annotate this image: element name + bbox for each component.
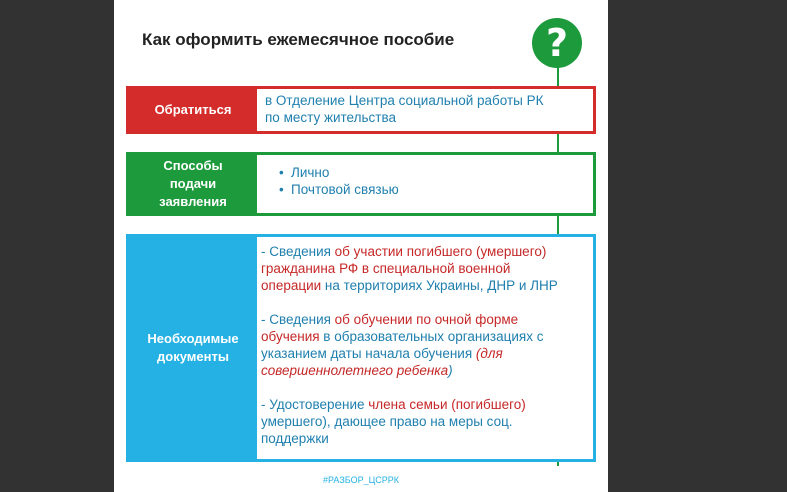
document-item-participation: - Сведения об участии погибшего (умершего) гражданина РФ в специальной военной операции на территориях Украины, ДНР и ЛНР bbox=[261, 244, 558, 293]
documents-label bbox=[129, 237, 257, 459]
methods-label-line2: подачи bbox=[169, 176, 217, 191]
question-mark: ? bbox=[545, 21, 569, 65]
infographic-card bbox=[114, 0, 608, 492]
contact-text bbox=[257, 89, 593, 131]
document-item-certificate: - Удостоверение члена семьи (погибшего) умершего), дающее право на меры соц. поддержки bbox=[261, 397, 526, 446]
methods-list-wrap bbox=[257, 155, 593, 213]
methods-list bbox=[265, 158, 585, 198]
document-item-education: - Сведения об обучении по очной форме обучения в образовательных организациях с указанием даты начала обучения (для совершеннолетнего ребенка) bbox=[261, 312, 544, 378]
contact-block bbox=[126, 86, 596, 134]
contact-text-line2: по месту жительства bbox=[265, 110, 396, 125]
page-title: Как оформить ежемесячное пособие bbox=[142, 30, 455, 49]
documents-label-line1: Необходимые bbox=[147, 331, 239, 346]
documents-list bbox=[257, 237, 593, 459]
method-item-mail: • Почтовой связью bbox=[279, 181, 585, 198]
methods-label bbox=[129, 155, 257, 213]
methods-label-line1: Способы bbox=[163, 158, 223, 173]
methods-block bbox=[126, 152, 596, 216]
documents-block bbox=[126, 234, 596, 462]
methods-label-line3: заявления bbox=[159, 194, 227, 209]
contact-label: Обратиться bbox=[129, 89, 257, 131]
hashtag: #РАЗБОР_ЦСРРК bbox=[323, 475, 399, 485]
documents-label-line2: документы bbox=[157, 349, 229, 364]
contact-text-line1: в Отделение Центра социальной работы РК bbox=[265, 93, 544, 108]
question-icon bbox=[532, 18, 582, 68]
method-item-in-person: • Лично bbox=[279, 164, 585, 181]
